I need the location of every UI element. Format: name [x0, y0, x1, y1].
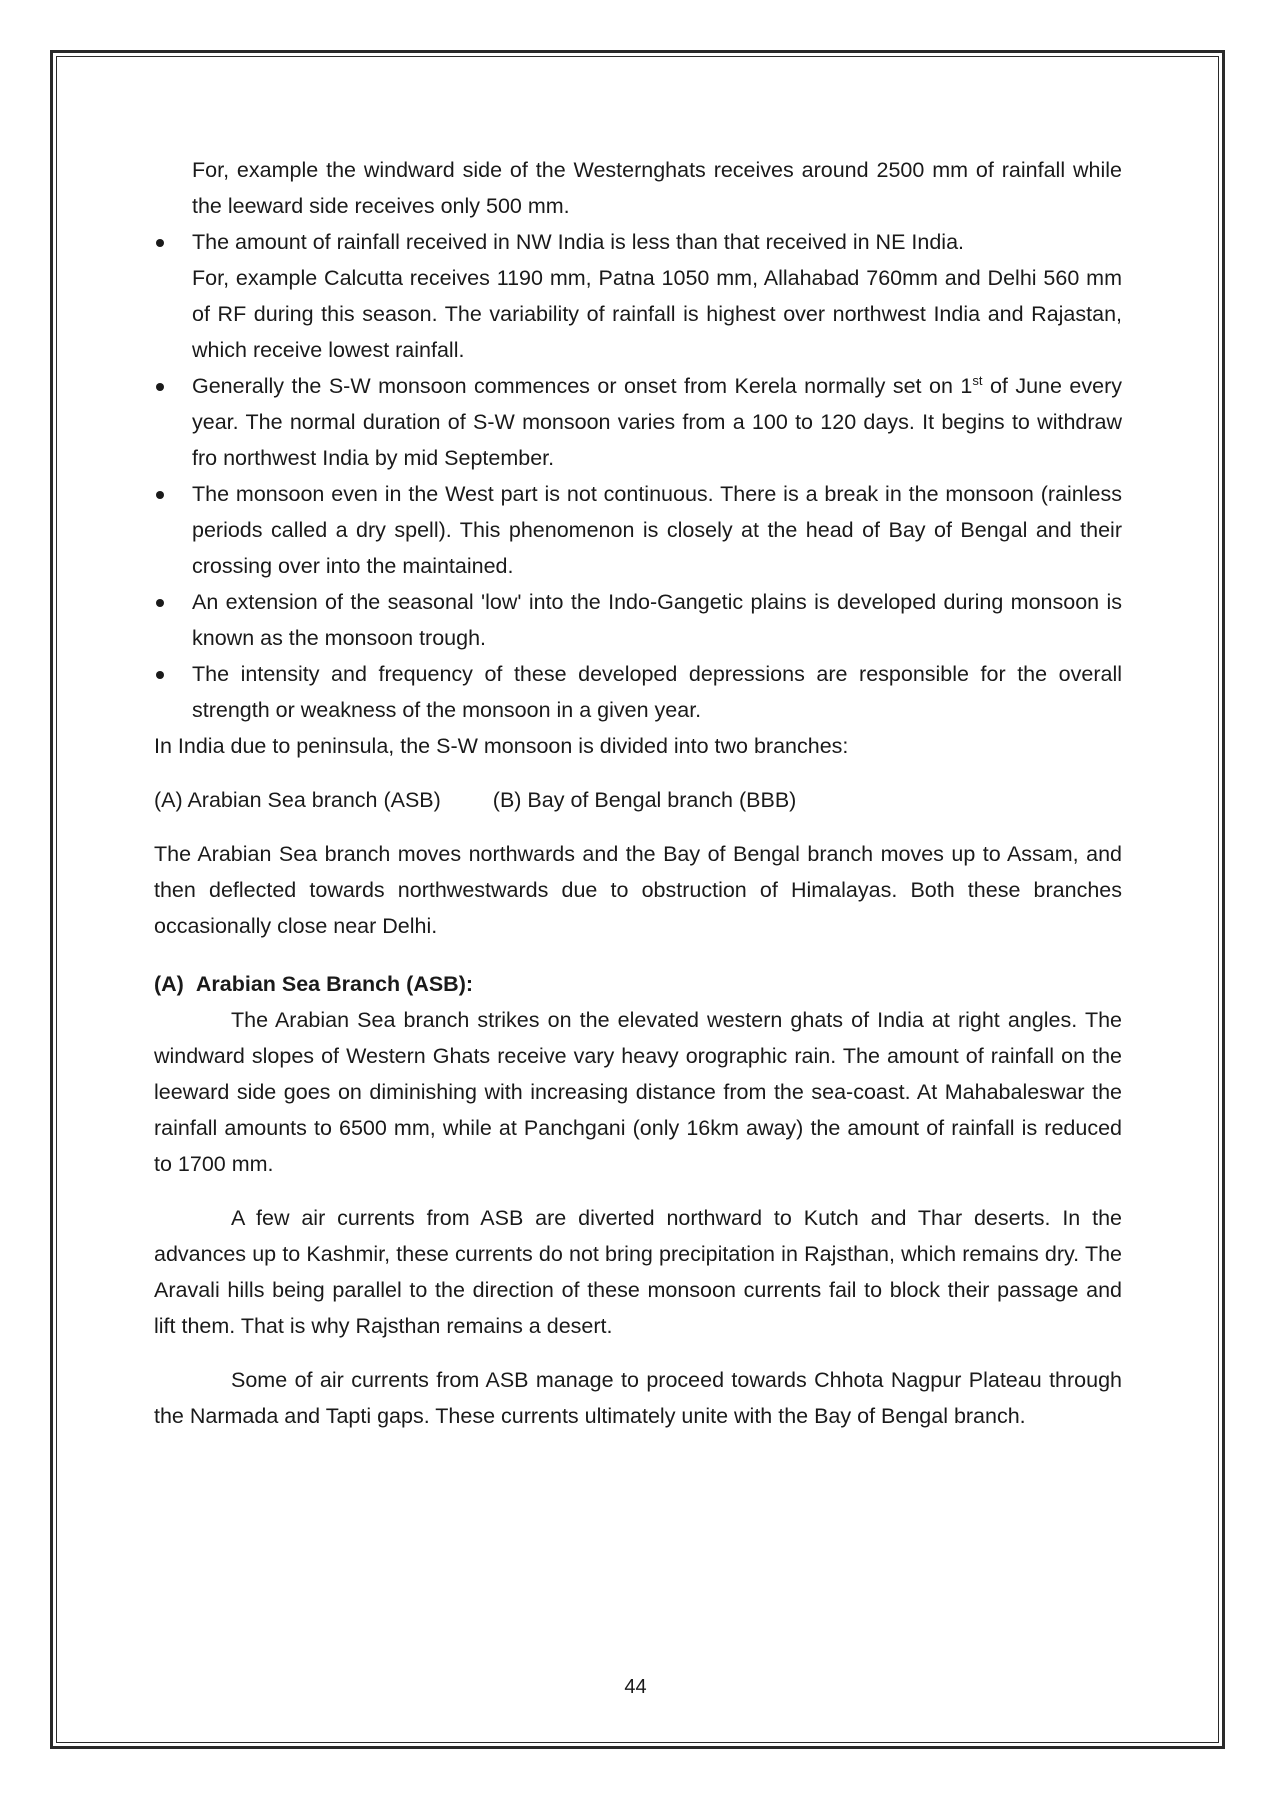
- section-heading-label: (A): [154, 972, 184, 996]
- ordinal-superscript: st: [972, 372, 983, 388]
- bullet-item-monsoon-onset: [154, 368, 1122, 476]
- branches-list: [154, 782, 1122, 818]
- bullet-icon: [156, 671, 164, 679]
- bullet-text: The amount of rainfall received in NW India is less than that received in NE India.: [192, 230, 964, 254]
- bullet-icon: [156, 239, 164, 247]
- asb-paragraph-1: The Arabian Sea branch strikes on the elevated western ghats of India at right angles. The windward slopes of Western Ghats receive vary heavy orographic rain. The amount of rainfall on the leeward side goes on diminishing with increasing distance from the sea-coast. At Mahabaleswar the rainfall amounts to 6500 mm, while at Panchgani (only 16km away) the amount of rainfall is reduced to 1700 mm.: [154, 1008, 1122, 1176]
- bullet-icon: [156, 599, 164, 607]
- bullet-list-2: [154, 368, 1122, 728]
- asb-paragraph-2: A few air currents from ASB are diverted northward to Kutch and Thar deserts. In the advances up to Kashmir, these currents do not bring precipitation in Rajsthan, which remains dry. The Aravali hills being parallel to the direction of these monsoon currents fail to block their passage and lift them. That is why Rajsthan remains a desert.: [154, 1206, 1122, 1338]
- bullet-icon: [156, 383, 164, 391]
- branch-b-label: (B) Bay of Bengal branch (BBB): [492, 788, 797, 812]
- page-number: 44: [624, 1676, 647, 1698]
- bullet-item-depressions: [154, 656, 1122, 728]
- bullet-item-rainfall-nw-ne: [154, 224, 1122, 368]
- section-heading-text: Arabian Sea Branch (ASB):: [195, 972, 474, 996]
- bullet-text-part1: Generally the S-W monsoon commences or onset from Kerela normally set on 1: [192, 374, 973, 398]
- bullet-example-text: For, example Calcutta receives 1190 mm, Patna 1050 mm, Allahabad 760mm and Delhi 560 mm of RF during this season. The variability of rainfall is highest over northwest India and Rajastan, which receive lowest rainfall.: [192, 266, 1122, 362]
- bullet-icon: [156, 491, 164, 499]
- branch-a-label: (A) Arabian Sea branch (ASB): [154, 788, 441, 812]
- bullet-text: The intensity and frequency of these developed depressions are responsible for the overall strength or weakness of the monsoon in a given year.: [192, 662, 1122, 722]
- asb-paragraph-3: Some of air currents from ASB manage to proceed towards Chhota Nagpur Plateau through the Narmada and Tapti gaps. These currents ultimately unite with the Bay of Bengal branch.: [154, 1368, 1122, 1428]
- bullet-text: An extension of the seasonal 'low' into the Indo-Gangetic plains is developed during monsoon is known as the monsoon trough.: [192, 590, 1122, 650]
- branches-intro-paragraph: In India due to peninsula, the S-W monsoon is divided into two branches:: [154, 734, 849, 758]
- bullet-list-1: [154, 224, 1122, 368]
- branches-paragraph: The Arabian Sea branch moves northwards and the Bay of Bengal branch moves up to Assam, and then deflected towards northwestwards due to obstruction of Himalayas. Both these branches occasionally close near Delhi.: [154, 842, 1122, 938]
- section-heading-asb: [154, 966, 1122, 1002]
- bullet-item-monsoon-trough: [154, 584, 1122, 656]
- bullet-item-monsoon-break: [154, 476, 1122, 584]
- intro-example-paragraph: For, example the windward side of the Westernghats receives around 2500 mm of rainfall while the leeward side receives only 500 mm.: [192, 158, 1122, 218]
- page-content: [154, 152, 1122, 1434]
- bullet-text-part2: of June every year. The normal duration of S-W monsoon varies from a 100 to 120 days. It begins to withdraw fro northwest India by mid September.: [192, 374, 1123, 470]
- bullet-text: The monsoon even in the West part is not continuous. There is a break in the monsoon (rainless periods called a dry spell). This phenomenon is closely at the head of Bay of Bengal and their crossing over into the maintained.: [192, 482, 1122, 578]
